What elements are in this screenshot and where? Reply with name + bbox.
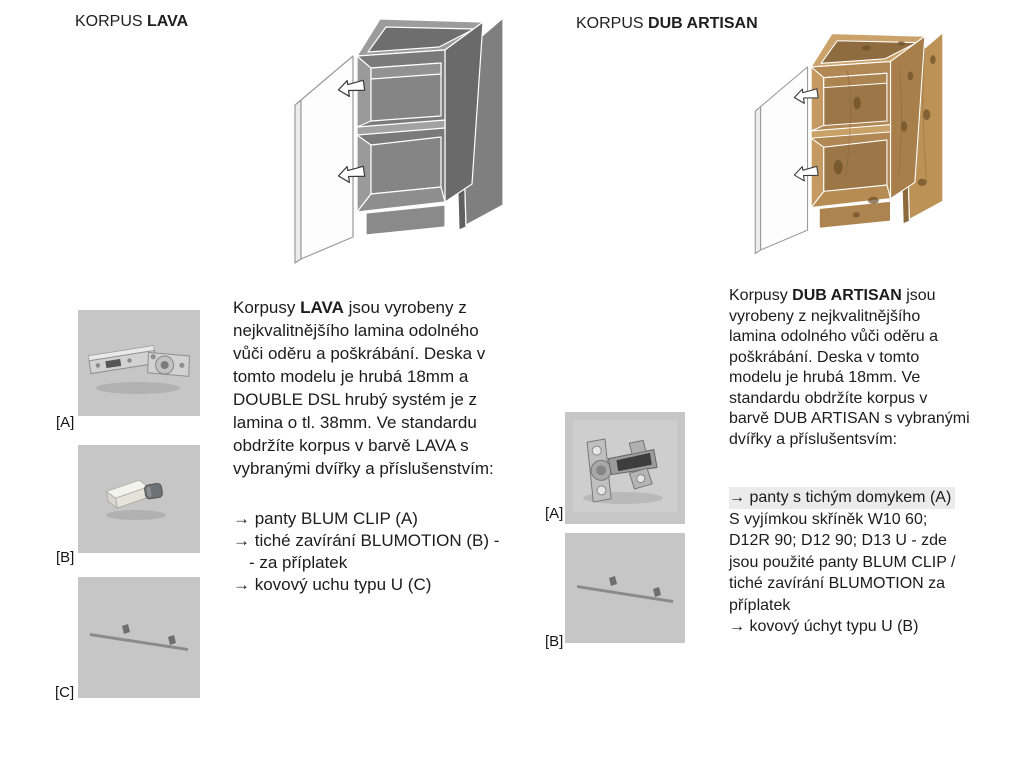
hardware-label-b: [B] <box>56 549 75 566</box>
blum-clip-hinge-photo <box>78 310 200 416</box>
left-description-paragraph: Korpusy LAVA jsou vyrobeny z nejkvalitnějšího lamina odolného vůči oděru a poškrábání. Deska v tomto modelu je hrubá 18mm a DOUBLE DSL hrubý systém je z lamina o tl. 38mm. Ve standardu obdržíte korpus v barvě LAVA s vybranými dvířky a příslušenstvím: <box>233 298 494 478</box>
left-section-title: KORPUS LAVA <box>75 13 189 30</box>
hardware-label-a: [A] <box>545 505 564 522</box>
blumotion-damper-photo <box>78 445 200 553</box>
right-accessories-list: → panty s tichým domykem (A) S vyjímkou skříněk W10 60; D12R 90; D12 90; D13 U - zde jsou použité panty BLUM CLIP / tiché zavírání BLUMOTION za příplatek → kovový úchyt typu U (B) <box>729 489 956 635</box>
lava-cabinet-illustration <box>287 4 522 269</box>
artisan-cabinet-illustration <box>748 20 960 259</box>
hardware-label-a: [A] <box>56 414 75 431</box>
left-accessories-list: → panty BLUM CLIP (A) → tiché zavírání BLUMOTION (B) - - za příplatek → kovový uchu typu U (C) <box>233 509 500 594</box>
u-handle-photo <box>565 533 685 643</box>
soft-close-hinge-photo <box>565 412 685 524</box>
right-section-title: KORPUS DUB ARTISAN <box>576 15 758 32</box>
hardware-label-c: [C] <box>55 684 75 701</box>
hardware-label-b: [B] <box>545 633 564 650</box>
u-handle-photo <box>78 577 200 698</box>
right-description-paragraph: Korpusy DUB ARTISAN jsou vyrobeny z nejkvalitnějšího lamina odolného vůči oděru a poškrábání. Deska v tomto modelu je hrubá 18mm. Ve standardu obdržíte korpus v barvě DUB ARTISAN s vybranými dvířky a příslušentsvím: <box>729 287 970 448</box>
